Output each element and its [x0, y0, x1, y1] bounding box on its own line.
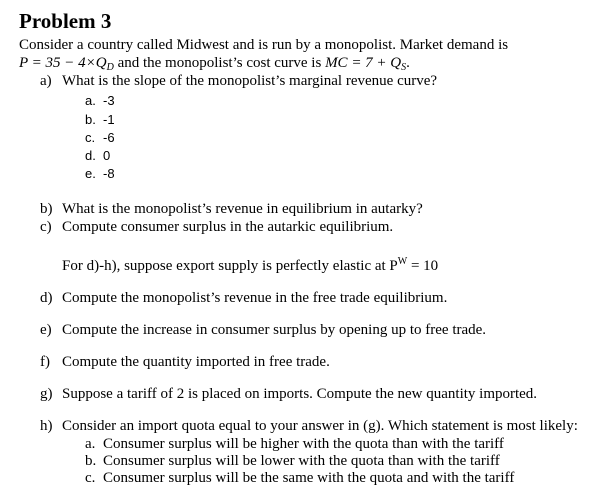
- question-a-label: a): [40, 73, 52, 89]
- option-h-c: c. Consumer surplus will be the same with the quota and with the tariff: [85, 470, 515, 486]
- question-e: [40, 322, 486, 339]
- option-a-d: d. 0: [85, 148, 111, 163]
- note-value: = 10: [407, 258, 439, 274]
- option-a-b: b. -1: [85, 112, 115, 127]
- question-e-text: Compute the increase in consumer surplus by opening up to free trade.: [62, 322, 487, 338]
- option-a-e: e. -8: [85, 166, 115, 181]
- mc-symbol: MC: [325, 55, 348, 71]
- intro-line-2-middle: and the monopolist’s cost curve is: [113, 55, 326, 71]
- question-h: [40, 418, 578, 435]
- question-g-text: Suppose a tariff of 2 is placed on imports. Compute the new quantity imported.: [62, 386, 538, 402]
- intro-line-1: Consider a country called Midwest and is run by a monopolist. Market demand is: [19, 37, 509, 53]
- question-b: [40, 201, 423, 218]
- question-b-label: b): [40, 201, 53, 217]
- note-superscript: W: [397, 256, 408, 267]
- question-d: [40, 290, 447, 307]
- supply-subscript: S: [401, 62, 407, 73]
- question-c: [40, 219, 393, 236]
- question-a: [40, 73, 437, 90]
- option-h-b: b. Consumer surplus will be lower with the quota than with the tariff: [85, 453, 500, 469]
- question-f-text: Compute the quantity imported in free trade.: [62, 354, 330, 370]
- demand-subscript: D: [106, 62, 114, 73]
- option-a-c: c. -6: [85, 130, 115, 145]
- cost-equation: = 7 + Q: [347, 55, 402, 71]
- intro-line-2: [19, 55, 410, 73]
- demand-equation: P = 35 − 4×Q: [19, 55, 107, 71]
- question-a-text: What is the slope of the monopolist’s marginal revenue curve?: [62, 73, 438, 89]
- free-trade-note: [62, 258, 438, 276]
- problem-title: Problem 3: [19, 9, 112, 33]
- question-d-text: Compute the monopolist’s revenue in the free trade equilibrium.: [62, 290, 448, 306]
- question-c-text: Compute consumer surplus in the autarkic equilibrium.: [62, 219, 394, 235]
- intro-line-2-end: .: [406, 55, 410, 71]
- question-b-text: What is the monopolist’s revenue in equilibrium in autarky?: [62, 201, 423, 217]
- option-a-a: a. -3: [85, 93, 115, 108]
- question-f: [40, 354, 330, 371]
- question-c-label: c): [40, 219, 52, 235]
- option-h-a: a. Consumer surplus will be higher with the quota than with the tariff: [85, 436, 504, 452]
- question-h-text: Consider an import quota equal to your answer in (g). Which statement is most likely:: [62, 418, 578, 434]
- question-d-label: d): [40, 290, 53, 306]
- note-text: For d)-h), suppose export supply is perfectly elastic at P: [62, 258, 398, 274]
- question-g-label: g): [40, 386, 53, 402]
- question-g: [40, 386, 537, 403]
- question-f-label: f): [40, 354, 50, 370]
- question-h-label: h): [40, 418, 53, 434]
- question-e-label: e): [40, 322, 52, 338]
